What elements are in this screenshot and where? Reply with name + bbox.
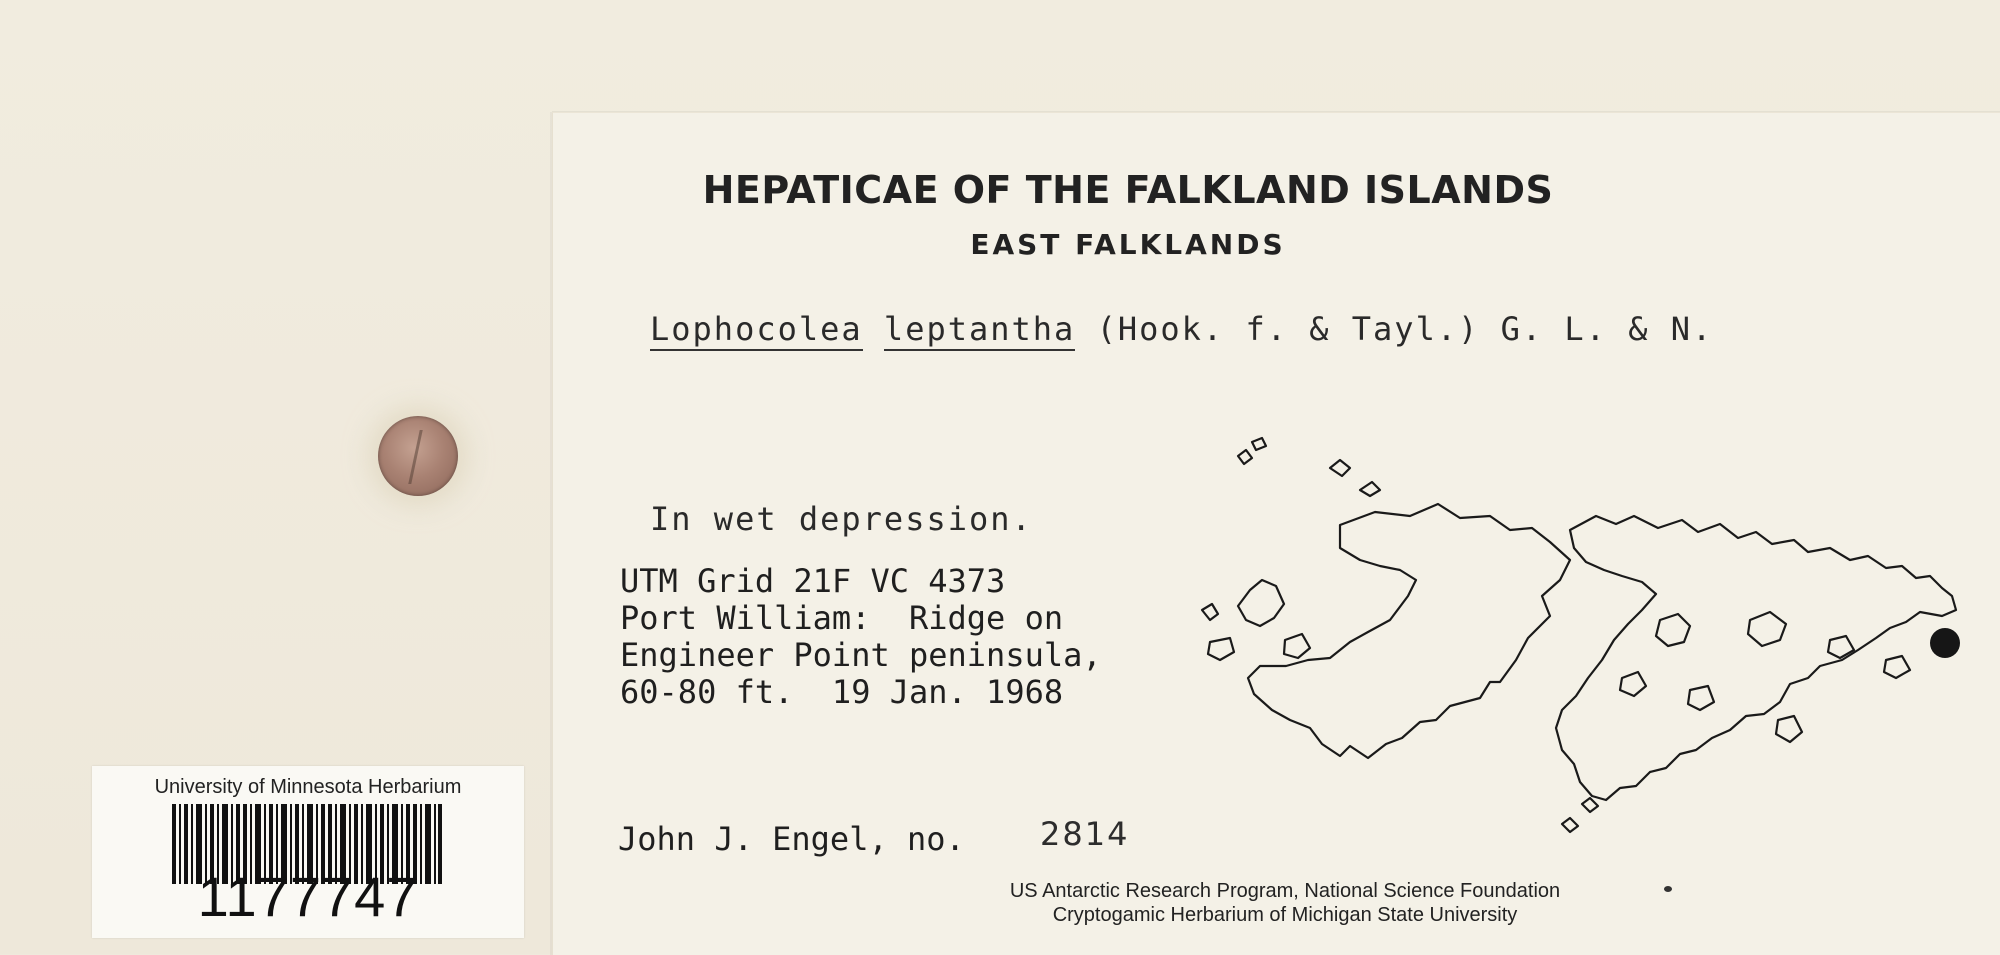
epithet: leptantha (884, 310, 1075, 351)
sticker-dot (378, 416, 458, 496)
locality-line: UTM Grid 21F VC 4373 (620, 562, 1006, 600)
locality-line: Port William: Ridge on (620, 599, 1064, 637)
locality-block (620, 563, 1102, 711)
barcode-label (92, 766, 524, 938)
credit-line: Cryptogamic Herbarium of Michigan State University (1052, 904, 1518, 926)
collector-number: 2814 (1040, 815, 1130, 853)
genus: Lophocolea (650, 310, 863, 351)
label-subtitle: EAST FALKLANDS (970, 228, 1286, 261)
falkland-islands-map-icon (1190, 420, 1980, 890)
collection-locality-marker (1930, 628, 1960, 658)
authority: (Hook. f. & Tayl.) G. L. & N. (1075, 310, 1714, 348)
label-title: HEPATICAE OF THE FALKLAND ISLANDS (702, 168, 1554, 212)
credit-line: US Antarctic Research Program, National Science Foundation (1009, 880, 1561, 902)
barcode-number: 1177747 (197, 865, 419, 928)
habitat-note: In wet depression. (650, 500, 1033, 538)
west-falkland-outline (1248, 504, 1570, 758)
sticker-mark (408, 430, 428, 484)
island-speck (1664, 886, 1672, 892)
species-name (650, 310, 1713, 348)
locality-line: 60-80 ft. 19 Jan. 1968 (620, 673, 1064, 711)
collector: John J. Engel, no. (618, 820, 965, 858)
locality-line: Engineer Point peninsula, (620, 636, 1102, 674)
barcode-institution: University of Minnesota Herbarium (154, 776, 462, 798)
